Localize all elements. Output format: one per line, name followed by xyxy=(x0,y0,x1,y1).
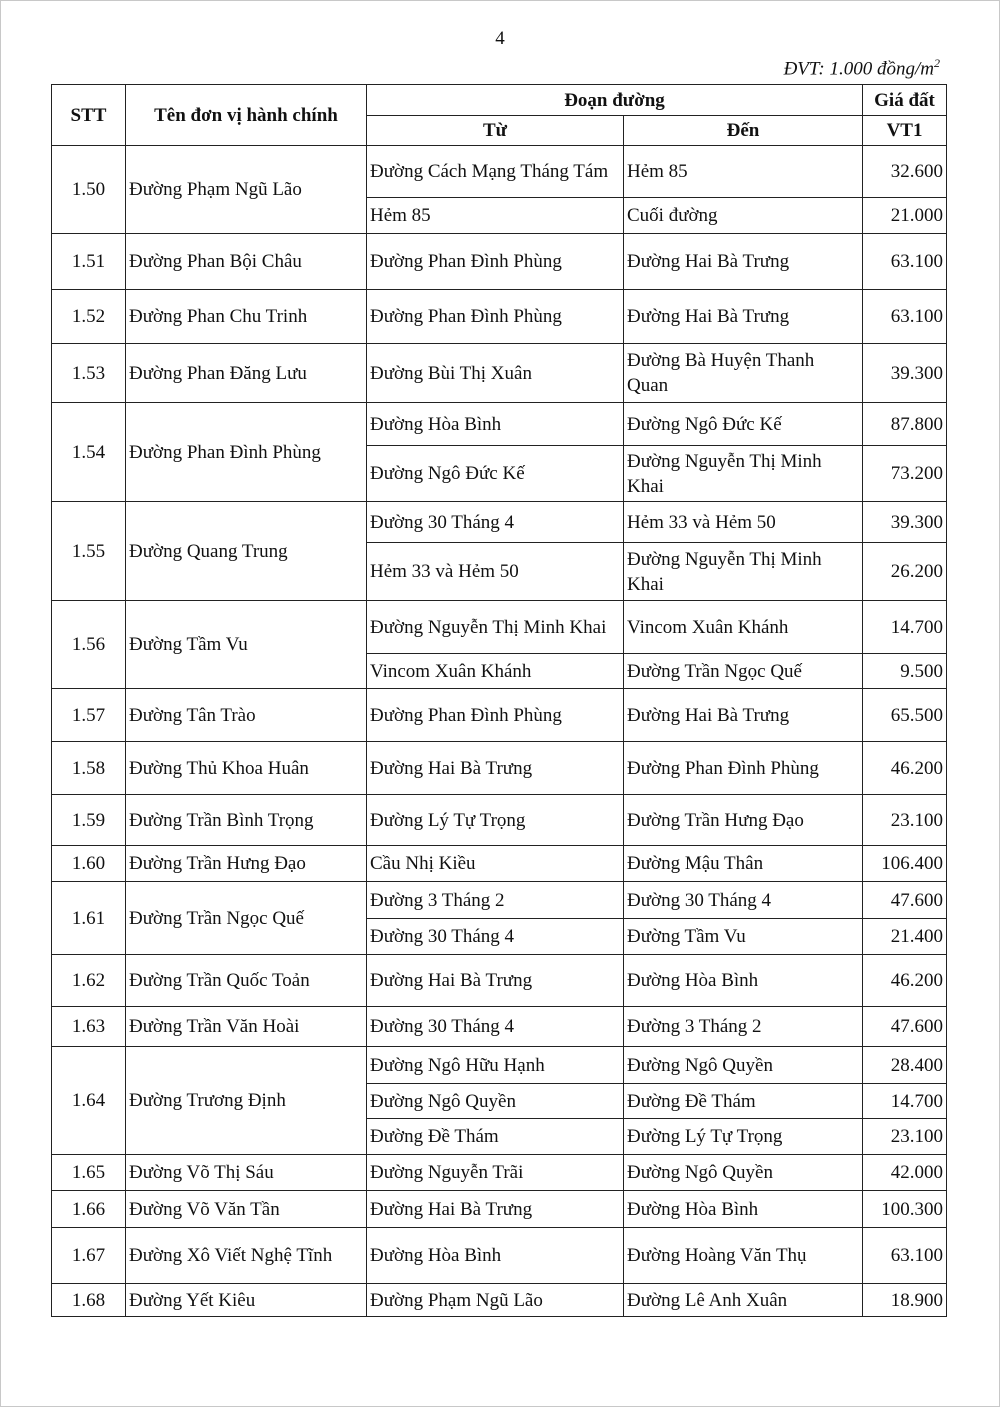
price-cell: 106.400 xyxy=(863,846,947,882)
header-price: Giá đất xyxy=(863,85,947,116)
header-to: Đến xyxy=(624,116,863,146)
from-cell: Đường Phạm Ngũ Lão xyxy=(367,1284,624,1317)
to-cell: Đường Lý Tự Trọng xyxy=(624,1119,863,1155)
stt-cell: 1.51 xyxy=(52,234,126,290)
stt-cell: 1.57 xyxy=(52,689,126,742)
price-cell: 39.300 xyxy=(863,344,947,403)
price-cell: 63.100 xyxy=(863,290,947,344)
to-cell: Đường Đề Thám xyxy=(624,1084,863,1119)
from-cell: Đường 30 Tháng 4 xyxy=(367,919,624,955)
from-cell: Đường Nguyễn Trãi xyxy=(367,1155,624,1191)
street-name-cell: Đường Trương Định xyxy=(126,1047,367,1155)
stt-cell: 1.58 xyxy=(52,742,126,795)
price-cell: 14.700 xyxy=(863,601,947,654)
price-cell: 63.100 xyxy=(863,1228,947,1284)
price-cell: 39.300 xyxy=(863,502,947,543)
unit-note-superscript: 2 xyxy=(934,56,940,70)
from-cell: Đường Ngô Quyền xyxy=(367,1084,624,1119)
from-cell: Đường Đề Thám xyxy=(367,1119,624,1155)
street-name-cell: Đường Xô Viết Nghệ Tĩnh xyxy=(126,1228,367,1284)
to-cell: Đường Tầm Vu xyxy=(624,919,863,955)
from-cell: Đường Nguyễn Thị Minh Khai xyxy=(367,601,624,654)
from-cell: Đường Hòa Bình xyxy=(367,403,624,446)
price-cell: 28.400 xyxy=(863,1047,947,1084)
stt-cell: 1.66 xyxy=(52,1191,126,1228)
street-name-cell: Đường Tân Trào xyxy=(126,689,367,742)
price-cell: 23.100 xyxy=(863,1119,947,1155)
to-cell: Cuối đường xyxy=(624,198,863,234)
to-cell: Hẻm 33 và Hẻm 50 xyxy=(624,502,863,543)
from-cell: Hẻm 33 và Hẻm 50 xyxy=(367,543,624,601)
to-cell: Đường Ngô Quyền xyxy=(624,1047,863,1084)
price-cell: 32.600 xyxy=(863,146,947,198)
stt-cell: 1.65 xyxy=(52,1155,126,1191)
from-cell: Đường 30 Tháng 4 xyxy=(367,502,624,543)
price-cell: 63.100 xyxy=(863,234,947,290)
price-cell: 14.700 xyxy=(863,1084,947,1119)
to-cell: Đường Hai Bà Trưng xyxy=(624,689,863,742)
price-cell: 46.200 xyxy=(863,955,947,1007)
street-name-cell: Đường Yết Kiêu xyxy=(126,1284,367,1317)
to-cell: Đường 30 Tháng 4 xyxy=(624,882,863,919)
header-from: Từ xyxy=(367,116,624,146)
to-cell: Đường 3 Tháng 2 xyxy=(624,1007,863,1047)
table-row xyxy=(52,1047,947,1084)
stt-cell: 1.62 xyxy=(52,955,126,1007)
stt-cell: 1.67 xyxy=(52,1228,126,1284)
stt-cell: 1.56 xyxy=(52,601,126,689)
land-price-table xyxy=(51,84,947,1317)
street-name-cell: Đường Trần Ngọc Quế xyxy=(126,882,367,955)
street-name-cell: Đường Phan Đình Phùng xyxy=(126,403,367,502)
to-cell: Đường Hòa Bình xyxy=(624,1191,863,1228)
header-segment: Đoạn đường xyxy=(367,85,863,116)
to-cell: Hẻm 85 xyxy=(624,146,863,198)
from-cell: Vincom Xuân Khánh xyxy=(367,654,624,689)
table-row xyxy=(52,1155,947,1191)
street-name-cell: Đường Quang Trung xyxy=(126,502,367,601)
table-row xyxy=(52,234,947,290)
to-cell: Đường Hoàng Văn Thụ xyxy=(624,1228,863,1284)
table-row xyxy=(52,1228,947,1284)
table-body xyxy=(52,146,947,1317)
header-vt1: VT1 xyxy=(863,116,947,146)
table-row xyxy=(52,1284,947,1317)
price-cell: 23.100 xyxy=(863,795,947,846)
to-cell: Đường Hòa Bình xyxy=(624,955,863,1007)
street-name-cell: Đường Tầm Vu xyxy=(126,601,367,689)
from-cell: Đường 30 Tháng 4 xyxy=(367,1007,624,1047)
to-cell: Đường Trần Hưng Đạo xyxy=(624,795,863,846)
from-cell: Đường Hai Bà Trưng xyxy=(367,1191,624,1228)
price-cell: 21.000 xyxy=(863,198,947,234)
header-stt: STT xyxy=(52,85,126,146)
from-cell: Đường Phan Đình Phùng xyxy=(367,234,624,290)
from-cell: Đường Hòa Bình xyxy=(367,1228,624,1284)
table-row xyxy=(52,1191,947,1228)
street-name-cell: Đường Trần Bình Trọng xyxy=(126,795,367,846)
price-cell: 100.300 xyxy=(863,1191,947,1228)
table-row xyxy=(52,403,947,446)
table-row xyxy=(52,846,947,882)
from-cell: Đường Phan Đình Phùng xyxy=(367,689,624,742)
street-name-cell: Đường Thủ Khoa Huân xyxy=(126,742,367,795)
table-row xyxy=(52,955,947,1007)
stt-cell: 1.63 xyxy=(52,1007,126,1047)
table-row xyxy=(52,882,947,919)
table-header xyxy=(52,85,947,146)
from-cell: Đường Bùi Thị Xuân xyxy=(367,344,624,403)
stt-cell: 1.64 xyxy=(52,1047,126,1155)
street-name-cell: Đường Phan Chu Trinh xyxy=(126,290,367,344)
to-cell: Đường Mậu Thân xyxy=(624,846,863,882)
street-name-cell: Đường Phạm Ngũ Lão xyxy=(126,146,367,234)
from-cell: Đường Cách Mạng Tháng Tám xyxy=(367,146,624,198)
price-cell: 9.500 xyxy=(863,654,947,689)
to-cell: Đường Hai Bà Trưng xyxy=(624,234,863,290)
table-row xyxy=(52,1007,947,1047)
price-cell: 46.200 xyxy=(863,742,947,795)
to-cell: Đường Bà Huyện Thanh Quan xyxy=(624,344,863,403)
to-cell: Đường Lê Anh Xuân xyxy=(624,1284,863,1317)
street-name-cell: Đường Võ Văn Tần xyxy=(126,1191,367,1228)
from-cell: Đường Phan Đình Phùng xyxy=(367,290,624,344)
stt-cell: 1.55 xyxy=(52,502,126,601)
to-cell: Đường Nguyễn Thị Minh Khai xyxy=(624,543,863,601)
table-row xyxy=(52,795,947,846)
price-cell: 47.600 xyxy=(863,1007,947,1047)
price-cell: 26.200 xyxy=(863,543,947,601)
stt-cell: 1.68 xyxy=(52,1284,126,1317)
table-row xyxy=(52,601,947,654)
street-name-cell: Đường Trần Hưng Đạo xyxy=(126,846,367,882)
stt-cell: 1.50 xyxy=(52,146,126,234)
page-number: 4 xyxy=(495,28,505,49)
from-cell: Đường Hai Bà Trưng xyxy=(367,742,624,795)
street-name-cell: Đường Võ Thị Sáu xyxy=(126,1155,367,1191)
from-cell: Đường Ngô Đức Kế xyxy=(367,446,624,502)
to-cell: Đường Hai Bà Trưng xyxy=(624,290,863,344)
from-cell: Đường Ngô Hữu Hạnh xyxy=(367,1047,624,1084)
to-cell: Đường Trần Ngọc Quế xyxy=(624,654,863,689)
price-cell: 21.400 xyxy=(863,919,947,955)
unit-note xyxy=(784,56,940,80)
street-name-cell: Đường Trần Văn Hoài xyxy=(126,1007,367,1047)
table-row xyxy=(52,146,947,198)
from-cell: Cầu Nhị Kiều xyxy=(367,846,624,882)
to-cell: Đường Phan Đình Phùng xyxy=(624,742,863,795)
street-name-cell: Đường Trần Quốc Toản xyxy=(126,955,367,1007)
from-cell: Đường 3 Tháng 2 xyxy=(367,882,624,919)
stt-cell: 1.61 xyxy=(52,882,126,955)
to-cell: Đường Ngô Quyền xyxy=(624,1155,863,1191)
price-cell: 47.600 xyxy=(863,882,947,919)
stt-cell: 1.60 xyxy=(52,846,126,882)
from-cell: Hẻm 85 xyxy=(367,198,624,234)
price-cell: 65.500 xyxy=(863,689,947,742)
header-name: Tên đơn vị hành chính xyxy=(126,85,367,146)
unit-note-text: ĐVT: 1.000 đồng/m xyxy=(783,58,934,80)
stt-cell: 1.53 xyxy=(52,344,126,403)
table-row xyxy=(52,290,947,344)
table-row xyxy=(52,502,947,543)
from-cell: Đường Hai Bà Trưng xyxy=(367,955,624,1007)
price-cell: 87.800 xyxy=(863,403,947,446)
price-cell: 42.000 xyxy=(863,1155,947,1191)
stt-cell: 1.52 xyxy=(52,290,126,344)
table-row xyxy=(52,742,947,795)
price-cell: 18.900 xyxy=(863,1284,947,1317)
table-row xyxy=(52,344,947,403)
stt-cell: 1.54 xyxy=(52,403,126,502)
from-cell: Đường Lý Tự Trọng xyxy=(367,795,624,846)
street-name-cell: Đường Phan Đăng Lưu xyxy=(126,344,367,403)
table-row xyxy=(52,689,947,742)
price-cell: 73.200 xyxy=(863,446,947,502)
to-cell: Đường Nguyễn Thị Minh Khai xyxy=(624,446,863,502)
to-cell: Đường Ngô Đức Kế xyxy=(624,403,863,446)
to-cell: Vincom Xuân Khánh xyxy=(624,601,863,654)
stt-cell: 1.59 xyxy=(52,795,126,846)
street-name-cell: Đường Phan Bội Châu xyxy=(126,234,367,290)
